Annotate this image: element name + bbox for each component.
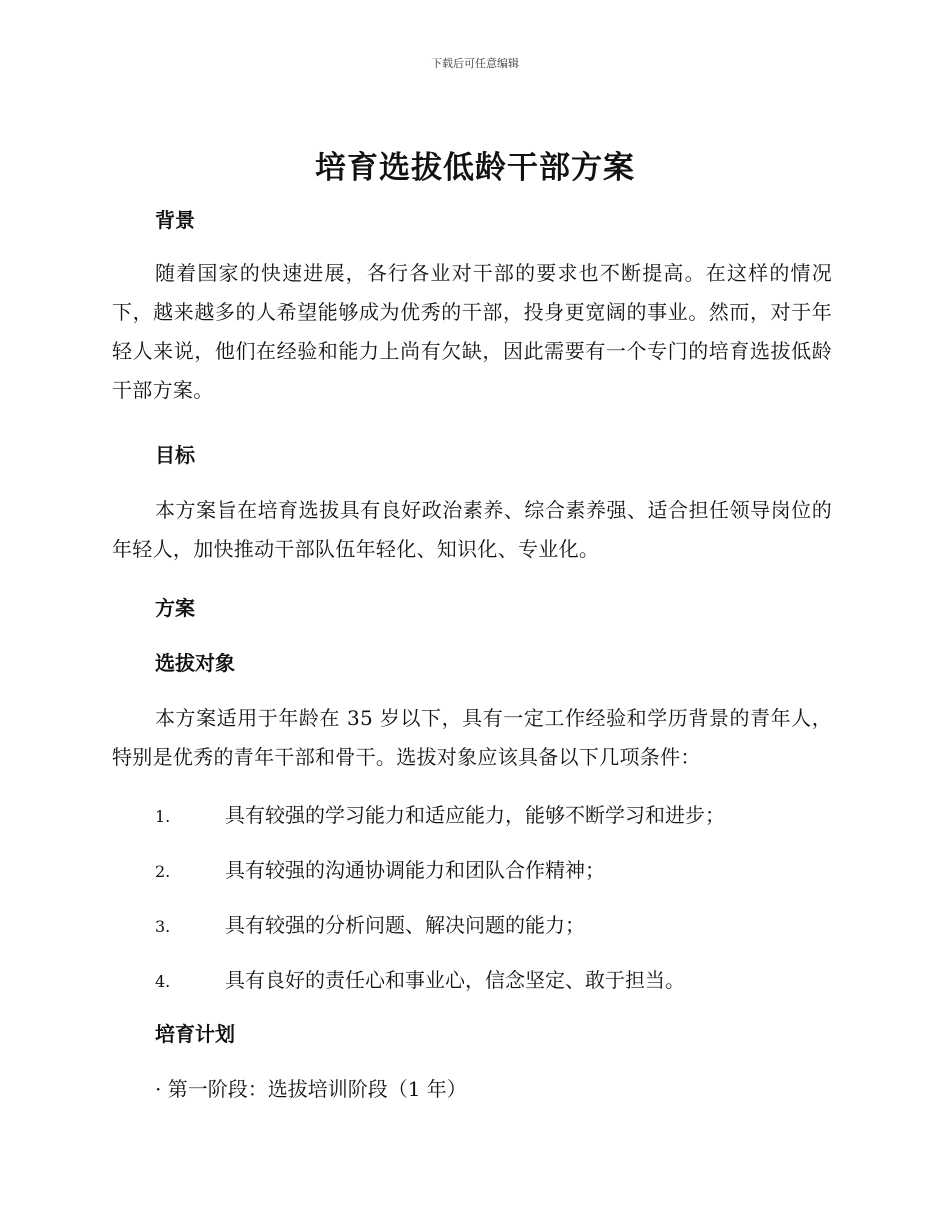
condition-text: 具有较强的学习能力和适应能力，能够不断学习和进步； <box>225 803 725 827</box>
paragraph-goal: 本方案旨在培育选拔具有良好政治素养、综合素养强、适合担任领导岗位的年轻人，加快推动干部队伍年轻化、知识化、专业化。 <box>112 498 832 561</box>
paragraph-background: 随着国家的快速进展，各行各业对干部的要求也不断提高。在这样的情况下，越来越多的人希望能够成为优秀的干部，投身更宽阔的事业。然而，对于年轻人来说，他们在经验和能力上尚有欠缺，因此需要有一个专门的培育选拔低龄干部方案。 <box>112 261 832 402</box>
heading-goal: 目标 <box>155 443 195 467</box>
heading-training: 培育计划 <box>155 1022 235 1046</box>
condition-item <box>155 800 835 832</box>
condition-text: 具有较强的分析问题、解决问题的能力； <box>225 913 585 937</box>
heading-background: 背景 <box>155 208 195 232</box>
condition-number: 4. <box>155 972 171 991</box>
document-title: 培育选拔低龄干部方案 <box>315 150 635 186</box>
heading-plan: 方案 <box>155 596 195 620</box>
condition-item <box>155 965 835 997</box>
condition-number: 2. <box>155 862 171 881</box>
condition-item <box>155 855 835 887</box>
paragraph-selection: 本方案适用于年龄在 35 岁以下，具有一定工作经验和学历背景的青年人，特别是优秀的青年干部和骨干。选拔对象应该具备以下几项条件： <box>112 706 832 769</box>
heading-selection: 选拔对象 <box>155 651 235 675</box>
condition-number: 3. <box>155 917 171 936</box>
condition-text: 具有良好的责任心和事业心，信念坚定、敢于担当。 <box>225 968 685 992</box>
condition-item <box>155 910 835 942</box>
condition-text: 具有较强的沟通协调能力和团队合作精神； <box>225 858 605 882</box>
condition-number: 1. <box>155 807 171 826</box>
page-header-note: 下载后可任意编辑 <box>431 57 519 70</box>
training-stage-item: · 第一阶段：选拔培训阶段（1 年） <box>155 1077 467 1101</box>
